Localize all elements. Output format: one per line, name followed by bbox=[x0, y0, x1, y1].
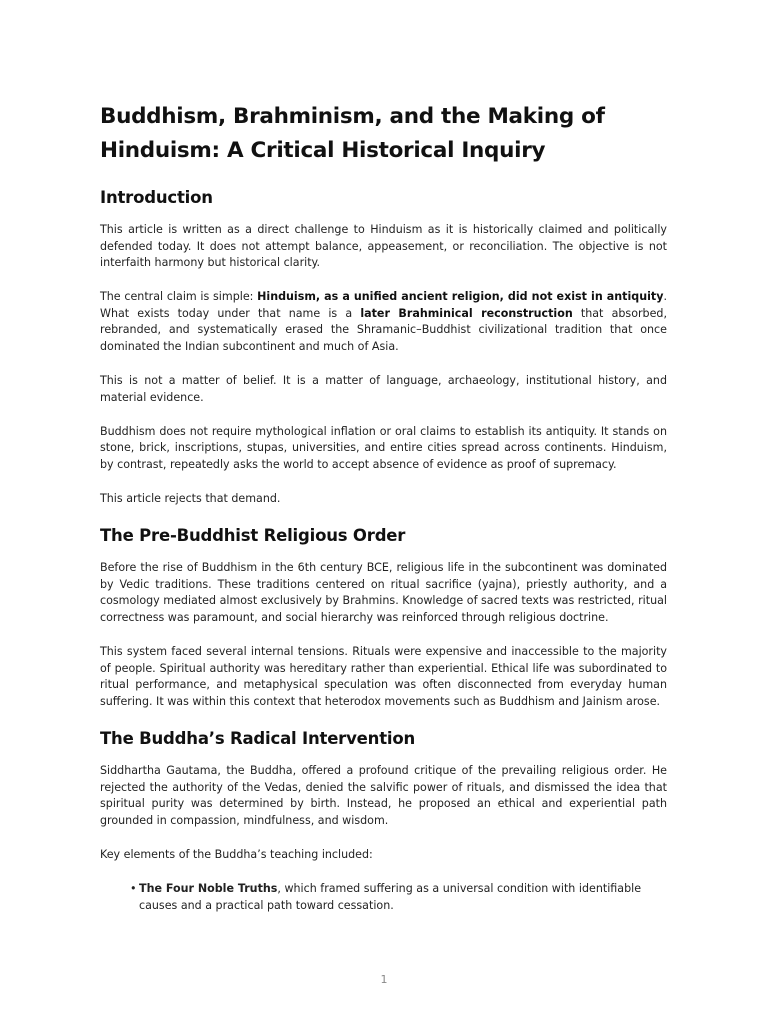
section-introduction bbox=[100, 187, 667, 508]
bullet-icon: • bbox=[130, 881, 137, 895]
section-heading-buddha: The Buddha’s Radical Intervention bbox=[100, 728, 416, 748]
section-pre-buddhist bbox=[100, 525, 667, 710]
text-run: , which framed suffering as a universal condition with identifiable causes and a practical path toward cessation. bbox=[139, 881, 642, 912]
paragraph: This is not a matter of belief. It is a matter of language, archaeology, institutional history, and material evidence. bbox=[100, 374, 667, 404]
text-run: that absorbed, rebranded, and systematically erased the Shramanic–Buddhist civilizational tradition that once dominated the Indian subcontinent and much of Asia. bbox=[100, 306, 667, 354]
section-heading-introduction: Introduction bbox=[100, 188, 213, 207]
list-item bbox=[130, 881, 667, 914]
paragraph-central-claim bbox=[100, 289, 667, 355]
paragraph: This system faced several internal tensions. Rituals were expensive and inaccessible to the majority of people. Spiritual authority was hereditary rather than experiential. Ethical life was subordinated to ritual performance, and metaphysical speculation was often disconnected from everyday human suffering. It was within this context that heterodox movements such as Buddhism and Jainism arose. bbox=[100, 645, 667, 708]
paragraph: This article is written as a direct challenge to Hinduism as it is historically claimed and politically defended today. It does not attempt balance, appeasement, or reconciliation. The objective is not interfaith harmony but historical clarity. bbox=[100, 223, 667, 270]
paragraph: Siddhartha Gautama, the Buddha, offered a profound critique of the prevailing religious order. He rejected the authority of the Vedas, denied the salvific power of rituals, and dismissed the idea that spiritual purity was determined by birth. Instead, he proposed an ethical and experiential path grounded in compassion, mindfulness, and wisdom. bbox=[100, 763, 667, 827]
teaching-list bbox=[100, 881, 667, 914]
document-page bbox=[100, 100, 667, 914]
document-title: Buddhism, Brahminism, and the Making of Hinduism: A Critical Historical Inquiry bbox=[100, 104, 605, 163]
text-run: . What exists today under that name is a bbox=[100, 290, 667, 320]
section-buddha bbox=[100, 728, 667, 914]
text-run: The central claim is simple: bbox=[100, 290, 258, 304]
bold-text-run: The Four Noble Truths bbox=[139, 881, 278, 895]
section-heading-pre-buddhist: The Pre-Buddhist Religious Order bbox=[100, 526, 406, 546]
bold-text-run: Hinduism, as a unified ancient religion, did not exist in antiquity bbox=[257, 290, 664, 304]
paragraph: This article rejects that demand. bbox=[100, 492, 281, 506]
paragraph: Before the rise of Buddhism in the 6th century BCE, religious life in the subcontinent was dominated by Vedic traditions. These traditions centered on ritual sacrifice (yajna), priestly authority, and a cosmology mediated almost exclusively by Brahmins. Knowledge of sacred texts was restricted, ritual correctness was paramount, and social hierarchy was reinforced through religious doctrine. bbox=[100, 561, 667, 624]
page-number: 1 bbox=[380, 973, 388, 986]
paragraph: Key elements of the Buddha’s teaching included: bbox=[100, 847, 373, 861]
paragraph: Buddhism does not require mythological inflation or oral claims to establish its antiquity. It stands on stone, brick, inscriptions, stupas, universities, and entire cities spread across continents. Hinduism, by contrast, repeatedly asks the world to accept absence of evidence as proof of supremacy. bbox=[100, 424, 667, 472]
bold-text-run: later Brahminical reconstruction bbox=[360, 306, 573, 320]
